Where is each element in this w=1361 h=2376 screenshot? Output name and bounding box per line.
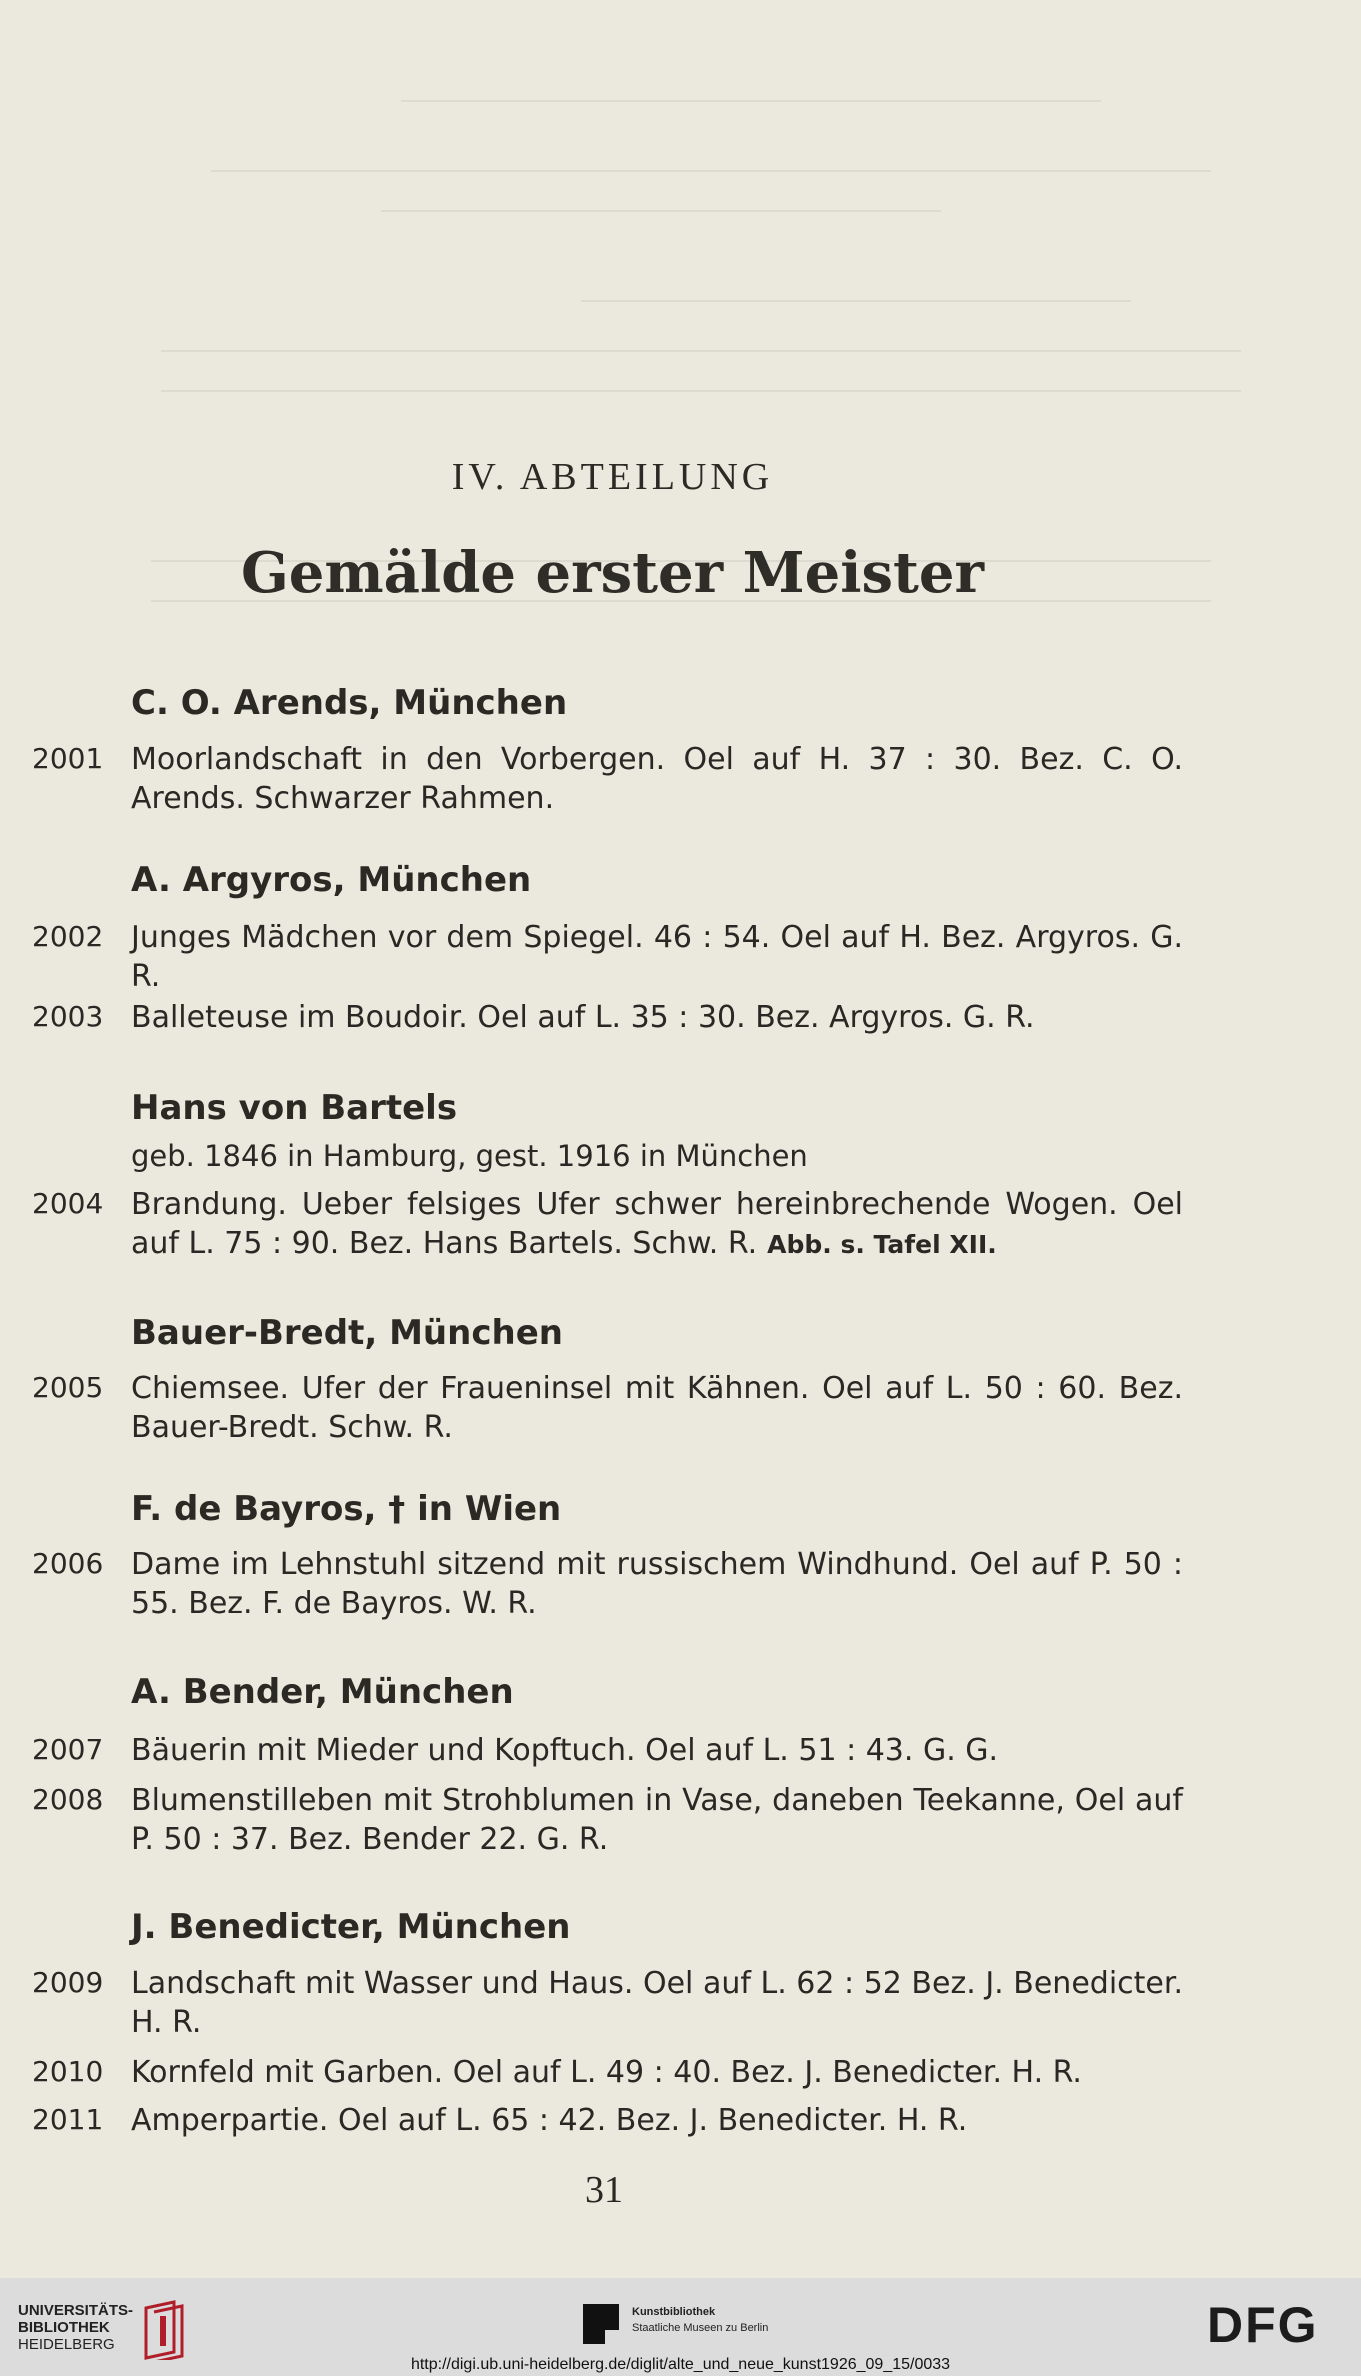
lot-description: Moorlandschaft in den Vorbergen. Oel auf H. 37 : 30. Bez. C. O. Arends. Schwarzer Rahmen. xyxy=(131,742,1183,816)
lot-description xyxy=(131,1185,1183,1264)
artist-bio: geb. 1846 in Hamburg, gest. 1916 in München xyxy=(131,1139,808,1173)
lot-description: Kornfeld mit Garben. Oel auf L. 49 : 40. Bez. J. Benedicter. H. R. xyxy=(131,2055,1082,2090)
page-title: Gemälde erster Meister xyxy=(240,540,985,606)
ub-emblem-icon xyxy=(140,2300,190,2360)
ub-logo-line: UNIVERSITÄTS- xyxy=(18,2302,134,2319)
section-heading: IV. ABTEILUNG xyxy=(451,456,774,498)
permalink-url[interactable]: http://digi.ub.uni-heidelberg.de/diglit/alte_und_neue_kunst1926_09_15/0033 xyxy=(410,2356,951,2373)
lot-number: 2006 xyxy=(32,1547,104,1580)
kunstbibliothek-label xyxy=(632,2304,768,2336)
lot-description: Landschaft mit Wasser und Haus. Oel auf L. 62 : 52 Bez. J. Benedicter. H. R. xyxy=(131,1966,1183,2040)
lot-description: Balleteuse im Boudoir. Oel auf L. 35 : 30. Bez. Argyros. G. R. xyxy=(131,1000,1035,1035)
lot-description: Dame im Lehnstuhl sitzend mit russischem Windhund. Oel auf P. 50 : 55. Bez. F. de Bayros. W. R. xyxy=(131,1547,1183,1621)
artist-heading: Bauer-Bredt, München xyxy=(131,1313,563,1353)
lot-number: 2005 xyxy=(32,1371,104,1404)
artist-heading: F. de Bayros, † in Wien xyxy=(131,1489,562,1529)
bleed-through-decoration xyxy=(0,0,1361,720)
digitization-footer xyxy=(0,2278,1361,2376)
artist-heading: C. O. Arends, München xyxy=(131,683,568,723)
lot-description: Bäuerin mit Mieder und Kopftuch. Oel auf L. 51 : 43. G. G. xyxy=(131,1733,999,1768)
university-library-logo[interactable] xyxy=(18,2302,133,2353)
lot-number: 2004 xyxy=(32,1187,104,1220)
plate-reference: Abb. s. Tafel XII. xyxy=(767,1230,997,1259)
lot-description: Chiemsee. Ufer der Fraueninsel mit Kähnen. Oel auf L. 50 : 60. Bez. Bauer-Bredt. Schw. R. xyxy=(131,1371,1183,1445)
artist-heading: A. Argyros, München xyxy=(131,860,532,900)
artist-heading: Hans von Bartels xyxy=(131,1088,458,1128)
kb-subtitle: Staatliche Museen zu Berlin xyxy=(632,2322,769,2334)
dfg-logo[interactable]: DFG xyxy=(1207,2297,1319,2353)
artist-heading: A. Bender, München xyxy=(131,1672,514,1712)
ub-logo-line: HEIDELBERG xyxy=(18,2336,115,2353)
artist-heading: J. Benedicter, München xyxy=(131,1907,571,1947)
lot-number: 2008 xyxy=(32,1783,104,1816)
kunstbibliothek-logo-icon[interactable] xyxy=(581,2302,621,2346)
lot-number: 2011 xyxy=(32,2103,104,2136)
lot-number: 2002 xyxy=(32,920,104,953)
kb-name: Kunstbibliothek xyxy=(632,2306,716,2318)
lot-description: Junges Mädchen vor dem Spiegel. 46 : 54. Oel auf H. Bez. Argyros. G. R. xyxy=(131,920,1183,994)
lot-text: Brandung. Ueber felsiges Ufer schwer hereinbrechende Wogen. Oel auf L. 75 : 90. Bez. Hans Bartels. Schw. R. xyxy=(131,1187,1183,1261)
lot-description: Amperpartie. Oel auf L. 65 : 42. Bez. J. Benedicter. H. R. xyxy=(131,2103,968,2138)
lot-number: 2001 xyxy=(32,742,104,775)
lot-description: Blumenstilleben mit Strohblumen in Vase, daneben Teekanne, Oel auf P. 50 : 37. Bez. Bender 22. G. R. xyxy=(131,1783,1183,1857)
lot-number: 2009 xyxy=(32,1966,104,1999)
page-number: 31 xyxy=(585,2169,623,2211)
lot-number: 2007 xyxy=(32,1733,104,1766)
lot-number: 2003 xyxy=(32,1000,104,1033)
ub-logo-line: BIBLIOTHEK xyxy=(18,2319,110,2336)
lot-number: 2010 xyxy=(32,2055,104,2088)
